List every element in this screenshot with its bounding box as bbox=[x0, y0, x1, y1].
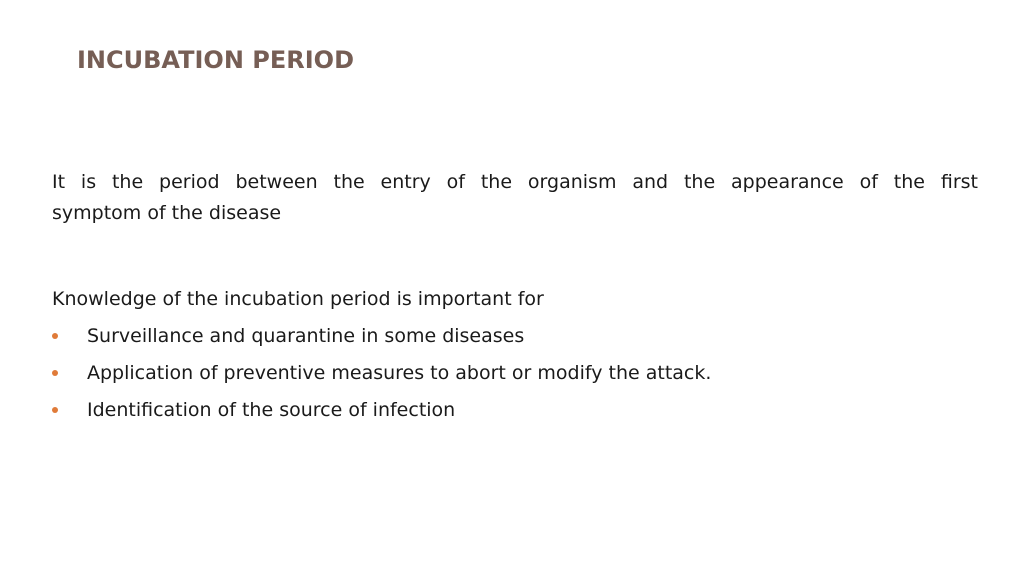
definition-line-2: symptom of the disease bbox=[52, 202, 282, 224]
definition-paragraph bbox=[52, 167, 978, 229]
bullet-text: Surveillance and quarantine in some diseases bbox=[87, 325, 525, 347]
bullet-item bbox=[52, 322, 711, 359]
bullet-dot-icon bbox=[52, 370, 58, 376]
bullet-item bbox=[52, 396, 711, 433]
knowledge-intro: Knowledge of the incubation period is important for bbox=[52, 288, 544, 310]
definition-line-1: It is the period between the entry of the organism and the appearance of the first bbox=[52, 171, 978, 193]
bullet-text: Application of preventive measures to abort or modify the attack. bbox=[87, 362, 712, 384]
bullet-text: Identification of the source of infection bbox=[87, 399, 456, 421]
bullet-dot-icon bbox=[52, 407, 58, 413]
bullet-item bbox=[52, 359, 711, 396]
slide-title: INCUBATION PERIOD bbox=[77, 46, 354, 74]
bullet-list bbox=[52, 322, 711, 433]
bullet-dot-icon bbox=[52, 333, 58, 339]
